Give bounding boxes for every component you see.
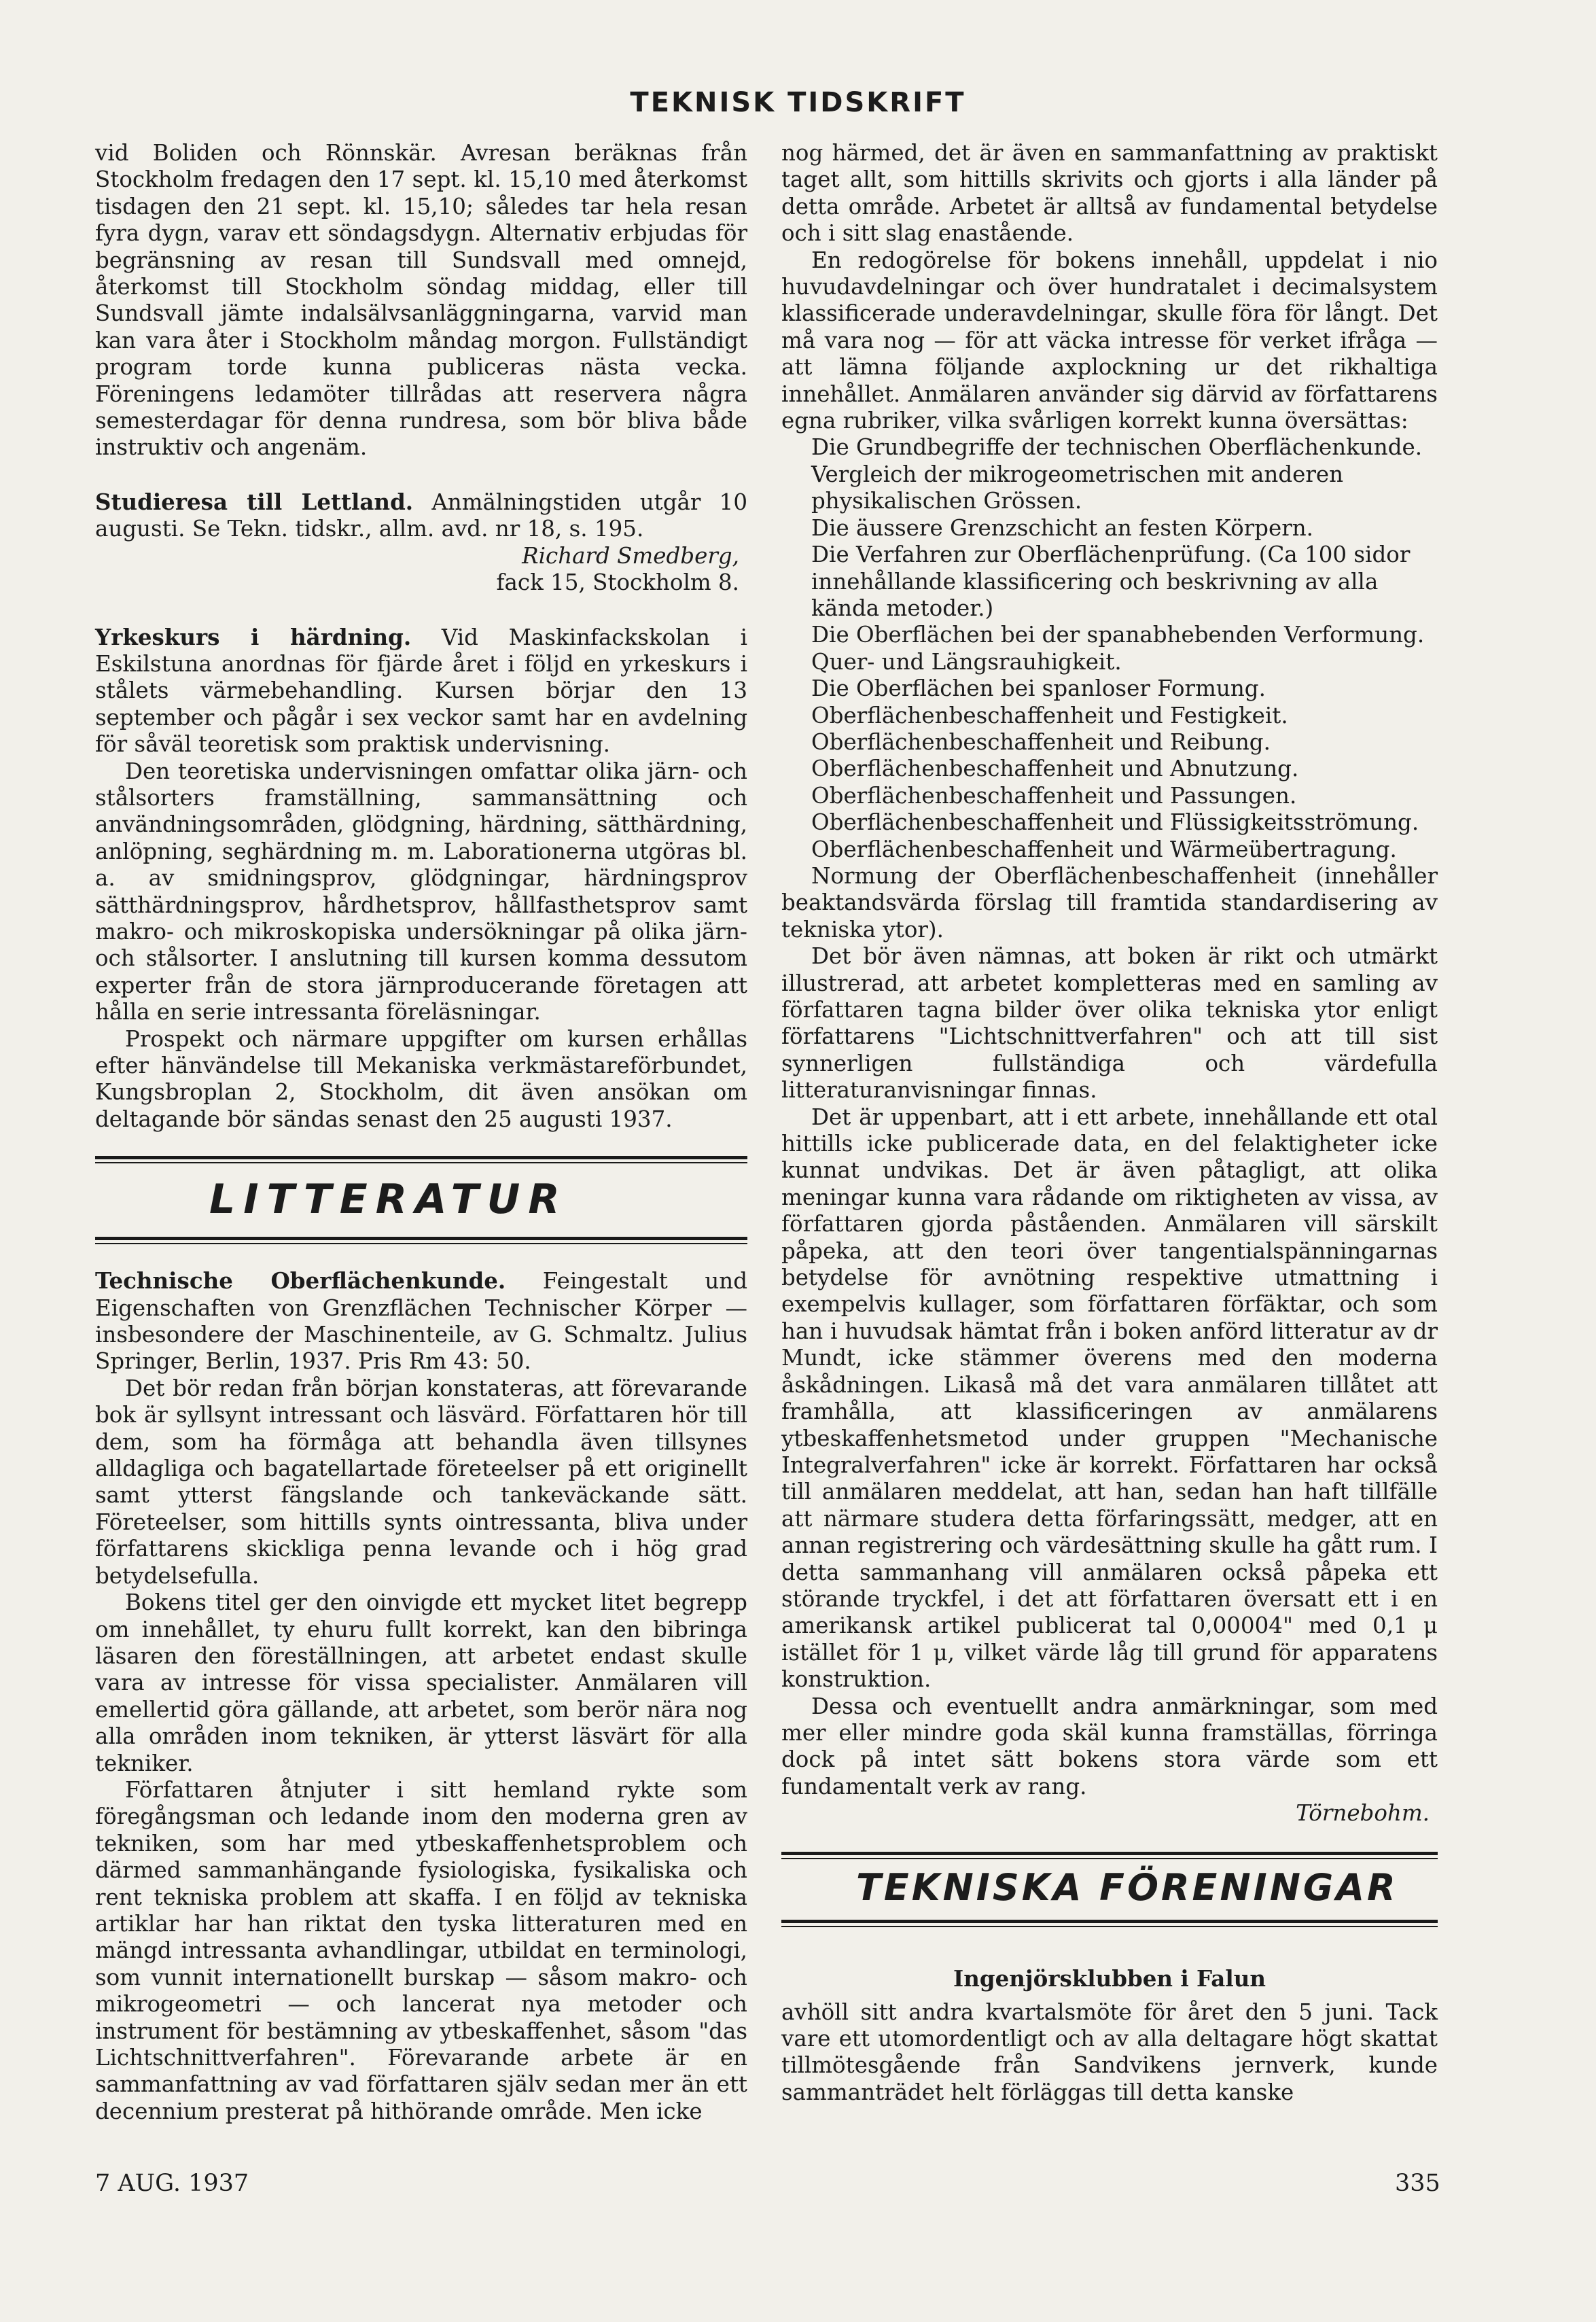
paragraph: Det bör även nämnas, att boken är rikt och utmärkt illustrerad, att arbetet kompletteras med en samling av författaren tagna bilder över olika tekniska ytor enligt författarens "Lichtschnittverfahren" och att till sist synnerligen fullständiga och värdefulla litteraturanvisningar finnas. [781, 943, 1438, 1104]
club-heading: Ingenjörsklubben i Falun [953, 1965, 1266, 1992]
signature-address: fack 15, Stockholm 8. [496, 569, 739, 596]
paragraph: Prospekt och närmare uppgifter om kursen erhållas efter hänvändelse till Mekaniska verkmästareförbundet, Kungsbroplan 2, Stockholm, dit även ansökan om deltagande bör sändas senast den 25 augusti 1937. [95, 1025, 747, 1132]
notice-heading: Studieresa till Lettland. [95, 488, 414, 515]
list-item: Normung der Oberflächenbeschaffenheit (innehåller beaktandsvärda förslag till framtida standardisering av tekniska ytor). [781, 862, 1438, 943]
section-title-litteratur: LITTERATUR [209, 1176, 568, 1224]
section-rule [95, 1237, 747, 1244]
page-number: 335 [1395, 2170, 1440, 2197]
paragraph: nog härmed, det är även en sammanfattning av praktiskt taget allt, som hittills skrivits och gjorts i alla länder på detta område. Arbetet är alltså av fundamental betydelse och i sitt slag enastående. [781, 140, 1438, 247]
book-details: Feingestalt und Eigenschaften von Grenzflächen Technischer Körper — insbesondere der Maschinenteile, av G. Schmaltz. Julius Springer, Berlin, 1937. Pris Rm 43: 50. [95, 1268, 747, 1375]
notice-body: Anmälningstiden utgår 10 augusti. Se Tekn. tidskr., allm. avd. nr 18, s. 195. [95, 489, 747, 542]
list-item: Oberflächenbeschaffenheit und Abnutzung. [811, 756, 1299, 782]
issue-date: 7 AUG. 1937 [95, 2170, 249, 2197]
paragraph: Det är uppenbart, att i ett arbete, innehållande ett otal hittills icke publicerade data, en del felaktigheter icke kunnat undvikas. Det är även påtagligt, att olika meningar kunna vara rådande om riktigheten av vissa, av författaren gjorda påståenden. Anmälaren vill särskilt påpeka, att den teori över tangentialspänningarnas betydelse för avnötning respektive utmattning i exempelvis kullager, som författaren förfäktar, och som han i huvudsak hämtat från i boken anförd litteratur av dr Mundt, icke stämmer överens med den moderna åskådningen. Likaså må det vara anmälaren tillåtet att framhålla, att klassificeringen av anmälarens ytbeskaffenhetsmetod under gruppen "Mechanische Integralverfahren" icke är korrekt. Författaren har också till anmälaren meddelat, att han, sedan han haft tillfälle att närmare studera detta förfaringssätt, medger, att en annan registrering och värdesättning skulle ha gått rum. I detta sammanhang vill anmälaren också påpeka ett störande tryckfel, i det att författaren översatt ett i en amerikansk artikel publicerat tal 0,00004" med 0,1 μ istället för 1 μ, vilket värde låg till grund för apparatens konstruktion. [781, 1104, 1438, 1693]
notice-body: Vid Maskinfackskolan i Eskilstuna anordnas för fjärde året i följd en yrkeskurs i stålets värmebehandling. Kursen börjar den 13 september och pågår i sex veckor samt har en avdelning för såväl teoretisk som praktisk undervisning. [95, 624, 747, 758]
list-item: Oberflächenbeschaffenheit und Festigkeit. [811, 702, 1288, 728]
list-item: Oberflächenbeschaffenheit und Passungen. [811, 782, 1297, 809]
paragraph: Författaren åtnjuter i sitt hemland rykte som föregångsman och ledande inom den moderna gren av tekniken, som har med ytbeskaffenhetsproblem och därmed sammanhängande fysiologiska, fysikaliska och rent tekniska problem att skaffa. I en följd av tekniska artiklar har han riktat den tyska litteraturen med en mängd intressanta avhandlingar, utbildat en terminologi, som vunnit internationellt burskap — såsom makro- och mikrogeometri — och lancerat nya metoder och instrument för bestämning av ytbeskaffenhet, såsom "das Lichtschnittverfahren". Förevarande arbete är en sammanfattning av vad författaren själv sedan mer än ett decennium presterat på hithörande område. Men icke [95, 1776, 747, 2124]
section-rule [781, 1852, 1438, 1859]
notice-heading: Yrkeskurs i härdning. [95, 623, 412, 650]
section-title-foreningar: TEKNISKA FÖRENINGAR [856, 1865, 1398, 1909]
list-item: Die Grundbegriffe der technischen Oberflächenkunde. [811, 434, 1423, 461]
paragraph: Bokens titel ger den oinvigde ett mycket litet begrepp om innehållet, ty ehuru fullt korrekt, kan den bibringa läsaren den föreställningen, att arbetet endast skulle vara av intresse för vissa specialister. Anmälaren vill emellertid göra gällande, att arbetet, som berör nära nog alla områden inom tekniken, är ytterst läsvärt för alla tekniker. [95, 1589, 747, 1776]
list-item: Vergleich der mikrogeometrischen mit anderen physikalischen Grössen. [811, 461, 1344, 514]
list-item: Die Oberflächen bei der spanabhebenden Verformung. [811, 622, 1425, 648]
signature: Törnebohm. [1296, 1800, 1430, 1827]
book-entry [95, 1267, 747, 1375]
paragraph: Dessa och eventuellt andra anmärkningar, som med mer eller mindre goda skäl kunna framställas, förringa dock på intet sätt bokens stora värde som ett fundamentalt verk av rang. [781, 1693, 1438, 1799]
list-item: Oberflächenbeschaffenheit und Reibung. [811, 728, 1271, 755]
list-item: Die Oberflächen bei spanloser Formung. [811, 675, 1266, 702]
right-column [781, 140, 1438, 2106]
notice-studieresa [95, 489, 747, 543]
left-column [95, 140, 747, 2125]
notice-yrkeskurs [95, 624, 747, 758]
list-item: Die Verfahren zur Oberflächenprüfung. (Ca 100 sidor innehållande klassificering och beskrivning av alla kända metoder.) [811, 542, 1411, 621]
section-rule [95, 1156, 747, 1163]
list-item: Quer- und Längsrauhigkeit. [811, 648, 1122, 675]
paragraph: En redogörelse för bokens innehåll, uppdelat i nio huvudavdelningar och över hundratalet i decimalsystem klassificerade underavdelningar, skulle föra för långt. Det må vara nog — för att väcka intresse för verket ifråga — att lämna följande axplockning ur det rikhaltiga innehållet. Anmälaren använder sig därvid av författarens egna rubriker, vilka svårligen korrekt kunna översättas: [781, 247, 1438, 434]
section-rule [781, 1920, 1438, 1927]
paragraph: vid Boliden och Rönnskär. Avresan beräknas från Stockholm fredagen den 17 sept. kl. 15,10 med återkomst tisdagen den 21 sept. kl. 15,10; således tar hela resan fyra dygn, varav ett söndagsdygn. Alternativ erbjudas för begränsning av resan till Sundsvall med omnejd, återkomst till Stockholm söndag middag, eller till Sundsvall jämte indalsälvsanläggningarna, varvid man kan vara åter i Stockholm måndag morgon. Fullständigt program torde kunna publiceras nästa vecka. Föreningens ledamöter tillrådas att reservera några semesterdagar för denna rundresa, som bör bliva både instruktiv och angenäm. [95, 140, 747, 461]
signature: Richard Smedberg, [522, 542, 739, 569]
list-item: Oberflächenbeschaffenheit und Flüssigkeitsströmung. [811, 809, 1419, 836]
book-title: Technische Oberflächenkunde. [95, 1267, 506, 1295]
paragraph: Det bör redan från början konstateras, att förevarande bok är syllsynt intressant och läsvärd. Författaren hör till dem, som ha förmåga att behandla även tillsynes alldagliga och bagatellartade företeelser på ett originellt samt ytterst fängslande och tankeväckande sätt. Företeelser, som hittills synts ointressanta, bliva under författarens skickliga penna levande och i hög grad betydelsefulla. [95, 1375, 747, 1589]
list-item: Oberflächenbeschaffenheit und Wärmeübertragung. [811, 836, 1397, 862]
list-item: Die äussere Grenzschicht an festen Körpern. [811, 514, 1314, 541]
paragraph: avhöll sitt andra kvartalsmöte för året den 5 juni. Tack vare ett utomordentligt och av alla deltagare högt skattat tillmötesgående från Sandvikens jernverk, kunde sammanträdet helt förläggas till detta kanske [781, 1999, 1438, 2105]
paragraph: Den teoretiska undervisningen omfattar olika järn- och stålsorters framställning, sammansättning och användningsområden, glödgning, härdning, sätthärdning, anlöpning, seghärdning m. m. Laborationerna utgöras bl. a. av smidningsprov, glödgningar, härdningsprov sätthärdningsprov, hårdhetsprov, hållfasthetsprov samt makro- och mikroskopiska undersökningar på olika järn- och stålsorter. I anslutning till kursen komma dessutom experter från de stora järnproducerande företagen att hålla en serie intressanta föreläsningar. [95, 758, 747, 1025]
journal-header: TEKNISK TIDSKRIFT [630, 87, 966, 118]
